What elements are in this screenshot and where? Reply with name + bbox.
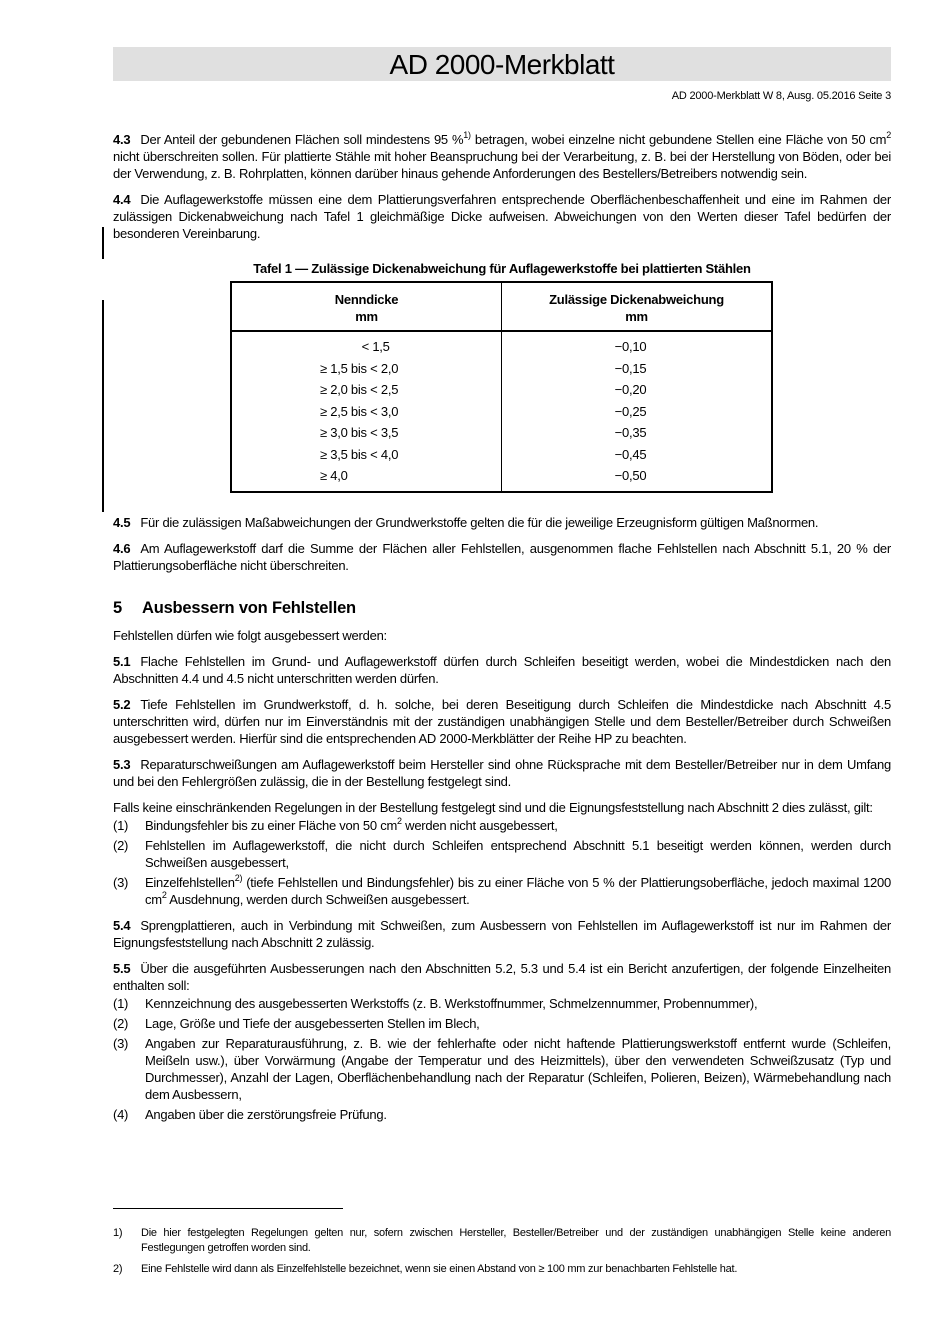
cell-deviation: −0,45 — [614, 446, 647, 462]
list-text — [145, 874, 891, 908]
paragraph-4-5 — [113, 514, 891, 531]
list-marker: (1) — [113, 817, 129, 833]
column-header — [502, 282, 773, 331]
list-marker: (2) — [113, 837, 129, 853]
table-row — [231, 379, 772, 401]
footnote-text: Die hier festgelegten Regelungen gelten nur, sofern zwischen Hersteller, Besteller/Betreiber und der zuständigen unabhängigen Stelle keine anderen Festlegungen getroffen worden sind. — [141, 1227, 891, 1254]
table-row — [231, 465, 772, 492]
cell-thickness: ≥ 2,0 bis < 2,5 — [231, 379, 502, 401]
text: Der Anteil der gebundenen Flächen soll mindestens 95 % — [140, 132, 464, 147]
section-number: 4.6 — [113, 540, 131, 556]
text: Flache Fehlstellen im Grund- und Auflagewerkstoff dürfen durch Schleifen beseitigt werden, wobei die Mindestdicken nach den Abschnitten 4.4 und 4.5 nicht unterschritten werden dürfen. — [113, 653, 891, 686]
text: Ausdehnung, werden durch Schweißen ausgebessert. — [166, 891, 470, 907]
body-content — [113, 131, 891, 1126]
footnote-divider — [113, 1208, 343, 1209]
running-head: AD 2000-Merkblatt W 8, Ausg. 05.2016 Seite 3 — [671, 90, 891, 102]
table-row — [231, 358, 772, 380]
list-text: Angaben über die zerstörungsfreie Prüfung. — [145, 1106, 387, 1122]
tolerance-table — [230, 281, 773, 493]
text: Bindungsfehler bis zu einer Fläche von 50 cm — [145, 817, 398, 833]
text: Einzelfehlstellen — [145, 874, 235, 890]
paragraph-5-2 — [113, 696, 891, 747]
section-heading — [113, 600, 891, 617]
section-number: 5.3 — [113, 756, 131, 772]
list-marker: (3) — [113, 1035, 129, 1051]
cell-thickness: ≥ 1,5 bis < 2,0 — [231, 358, 502, 380]
section-number: 5 — [113, 598, 122, 617]
paragraph-5-3-follow: Falls keine einschränkenden Regelungen in der Bestellung festgelegt sind und die Eignungsfeststellung nach Abschnitt 2 dies zulässt, gilt: — [113, 799, 873, 815]
cell-thickness: ≥ 3,0 bis < 3,5 — [231, 422, 502, 444]
table-header-row — [231, 282, 772, 331]
text: werden nicht ausgebessert, — [401, 817, 558, 833]
list-text: Lage, Größe und Tiefe der ausgebesserten Stellen im Blech, — [145, 1015, 480, 1031]
list-marker: (3) — [113, 874, 129, 890]
paragraph-5-1 — [113, 653, 891, 687]
list-item — [113, 817, 891, 834]
list-marker: (4) — [113, 1106, 129, 1122]
section-number: 4.3 — [113, 132, 131, 147]
cell-thickness: ≥ 4,0 — [231, 465, 502, 492]
cell-deviation: −0,50 — [614, 468, 647, 483]
footnote-marker: 1) — [113, 1227, 123, 1239]
list-text: Angaben zur Reparaturausführung, z. B. wie der fehlerhafte oder nicht haftende Plattierungswerkstoff entfernt wurde (Schleifen, Meißeln usw.), über Vorwärmung (Angabe der Temperatur und des Heizmittels), über den verwendeten Schweißzusatz (Typ und Durchmesser), Anzahl der Lagen, Oberflächenbehandlung nach der Reparatur (Schleifen, Polieren, Beizen), Wärmebehandlung nach dem Ausbessern, — [145, 1035, 891, 1102]
cell-deviation: −0,25 — [614, 403, 647, 419]
paragraph-4-6 — [113, 540, 891, 574]
list-item — [113, 1106, 891, 1123]
section-number: 5.5 — [113, 960, 131, 976]
cell-deviation: −0,20 — [614, 382, 647, 397]
superscript: 2 — [161, 889, 167, 900]
paragraph-5-4 — [113, 917, 891, 951]
footnote — [113, 1226, 891, 1256]
superscript: 2 — [397, 815, 402, 826]
text: Am Auflagewerkstoff darf die Summe der Flächen aller Fehlstellen, ausgenommen flache Fehlstellen nach Abschnitt 5.1, 20 % der Plattierungsoberfläche nicht überschreiten. — [113, 540, 891, 573]
table-row — [231, 422, 772, 444]
paragraph-5-3 — [113, 756, 891, 790]
footnote-ref[interactable]: 2) — [234, 872, 243, 883]
list-marker: (2) — [113, 1015, 129, 1031]
footnote-ref[interactable]: 1) — [463, 130, 471, 140]
text: Sprengplattieren, auch in Verbindung mit Schweißen, zum Ausbessern von Fehlstellen im Auflagewerkstoff ist nur im Rahmen der Eignungsfeststellung nach Abschnitt 2 zulässig. — [113, 917, 891, 950]
table-caption: Tafel 1 — Zulässige Dickenabweichung für Auflagewerkstoffe bei plattierten Stählen — [253, 261, 751, 276]
section-number: 5.2 — [113, 696, 131, 712]
superscript: 2 — [886, 130, 891, 140]
cell-deviation: −0,15 — [614, 360, 647, 376]
column-header — [231, 282, 502, 331]
list-marker: (1) — [113, 995, 129, 1011]
header-unit: mm — [355, 309, 378, 324]
cell-thickness: < 1,5 — [231, 331, 502, 358]
section-number: 4.5 — [113, 514, 131, 530]
paragraph-5-5 — [113, 960, 891, 994]
list-text — [145, 817, 891, 834]
footnote-marker: 2) — [113, 1263, 123, 1275]
footnote-text: Eine Fehlstelle wird dann als Einzelfehlstelle bezeichnet, wenn sie einen Abstand von ≥ 100 mm zur benachbarten Fehlstelle hat. — [141, 1263, 738, 1275]
cell-thickness: ≥ 2,5 bis < 3,0 — [231, 401, 502, 423]
list-item — [113, 874, 891, 908]
section-number: 5.4 — [113, 917, 131, 933]
list-text: Kennzeichnung des ausgebesserten Werkstoffs (z. B. Werkstoffnummer, Schmelzennummer, Probennummer), — [145, 995, 758, 1011]
section-intro: Fehlstellen dürfen wie folgt ausgebessert werden: — [113, 627, 387, 643]
table-row — [231, 401, 772, 423]
list-item — [113, 995, 891, 1012]
text: Für die zulässigen Maßabweichungen der Grundwerkstoffe gelten die für die jeweilige Erzeugnisform gültigen Maßnormen. — [140, 514, 819, 530]
section-number: 5.1 — [113, 653, 131, 669]
list-text: Fehlstellen im Auflagewerkstoff, die nicht durch Schleifen entsprechend Abschnitt 5.1 beseitigt werden können, werden durch Schweißen ausgebessert, — [145, 837, 891, 870]
change-bar — [102, 300, 104, 512]
text: Reparaturschweißungen am Auflagewerkstoff beim Hersteller sind ohne Rücksprache mit dem Besteller/Betreiber nur in dem Umfang und bei den Fehlergrößen zulässig, die in der Bestellung festgelegt sind. — [113, 756, 891, 789]
table-row — [231, 444, 772, 466]
list-item — [113, 837, 891, 871]
section-number: 4.4 — [113, 192, 131, 207]
paragraph-4-4 — [113, 191, 891, 242]
table-row — [231, 331, 772, 358]
header-label: Zulässige Dickenabweichung — [549, 292, 724, 307]
list-item — [113, 1035, 891, 1103]
change-bar — [102, 227, 104, 259]
section-title: Ausbessern von Fehlstellen — [141, 598, 356, 617]
text: Über die ausgeführten Ausbesserungen nach den Abschnitten 5.2, 5.3 und 5.4 ist ein Bericht anzufertigen, der folgende Einzelheiten enthalten soll: — [113, 960, 891, 993]
text: (tiefe Fehlstellen und Bindungsfehler) bis zu einer Fläche von 5 % der Plattierungsoberfläche, jedoch maximal 1200 cm — [145, 874, 891, 907]
header-label: Nenndicke — [334, 292, 399, 307]
text: nicht überschreiten sollen. Für plattierte Stähle mit hoher Beanspruchung bei der Verarbeitung, z. B. bei der Herstellung von Böden, oder bei der Verwendung, z. B. Rohrplatten, können darüber hinaus gehende Anforderungen des Bestellers/Betreibers notwendig sein. — [113, 149, 891, 181]
cell-deviation: −0,10 — [614, 339, 647, 354]
text: betragen, wobei einzelne nicht gebundene Stellen eine Fläche von 50 cm — [470, 132, 887, 147]
paragraph-4-3 — [113, 131, 891, 182]
footnote — [113, 1262, 891, 1277]
cell-thickness: ≥ 3,5 bis < 4,0 — [231, 444, 502, 466]
text: Tiefe Fehlstellen im Grundwerkstoff, d. h. solche, bei deren Beseitigung durch Schleifen die Mindestdicke nach Abschnitt 4.5 unterschritten wird, dürfen nur im Einverständnis mit der zuständigen unabhängigen Stelle und dem Besteller/Betreiber durch Schweißen ausgebessert werden. Hierfür sind die entsprechenden AD 2000-Merkblätter der Reihe HP zu beachten. — [113, 696, 891, 746]
text: Die Auflagewerkstoffe müssen eine dem Plattierungsverfahren entsprechende Oberflächenbeschaffenheit und eine im Rahmen der zulässigen Dickenabweichung nach Tafel 1 gleichmäßige Dicke aufweisen. Abweichungen von den Werten dieser Tafel bedürfen der besonderen Vereinbarung. — [113, 192, 891, 241]
document-title: AD 2000-Merkblatt — [113, 47, 891, 81]
header-unit: mm — [625, 309, 648, 324]
list-item — [113, 1015, 891, 1032]
cell-deviation: −0,35 — [614, 425, 647, 440]
